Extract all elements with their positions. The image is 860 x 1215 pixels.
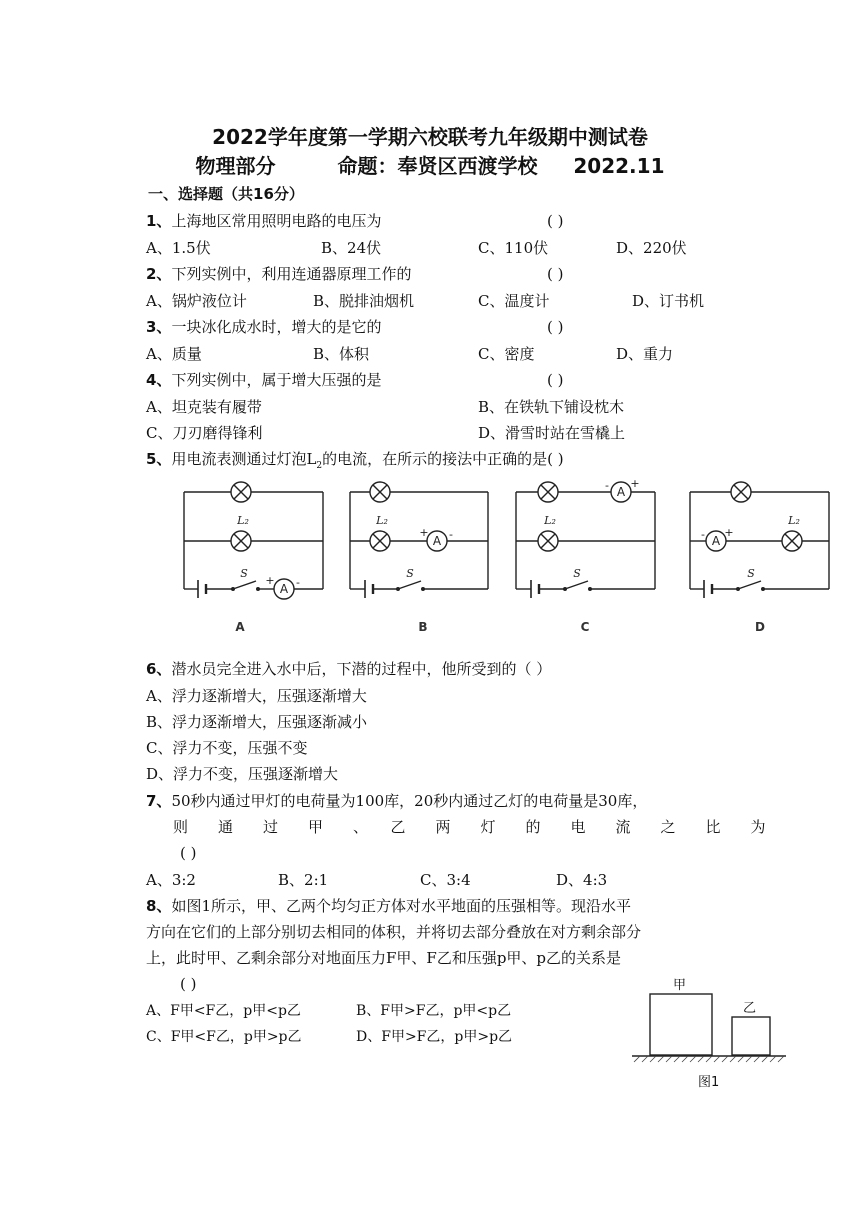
circuit-label: B <box>418 620 428 634</box>
section-title: 一、选择题（共16分） <box>148 185 304 203</box>
question-5: 5、用电流表测通过灯泡$L_2$的电流，在所示的接法中正确的是( ) <box>146 450 564 471</box>
switch-label: S <box>573 567 581 580</box>
question-8-line2: 方向在它们的上部分别切去相同的体积，并将切去部分叠放在对方剩余部分 <box>146 923 642 941</box>
option: C、密度 <box>478 345 535 363</box>
answer-blank: ( ) <box>180 844 197 862</box>
switch-label: S <box>747 567 755 580</box>
question-6: 6、潜水员完全进入水中后，下潜的过程中，他所受到的（ ） <box>146 660 552 678</box>
cube-jia <box>650 994 712 1055</box>
option: A、3:2 <box>146 871 196 889</box>
minus-sign: - <box>605 479 609 492</box>
circuit-c <box>516 492 655 589</box>
ammeter-label: A <box>616 485 626 499</box>
exam-subtitle <box>0 150 860 179</box>
cube-yi <box>732 1017 770 1055</box>
circuit-diagrams <box>0 476 860 646</box>
option: C、3:4 <box>420 871 471 889</box>
cube-yi-label: 乙 <box>743 1001 757 1016</box>
ammeter-label: A <box>711 534 721 548</box>
answer-blank: ( ) <box>547 371 564 389</box>
question-3: 3、一块冰化成水时，增大的是它的 <box>146 318 382 336</box>
answer-blank: ( ) <box>180 975 197 993</box>
lamp-label: L₂ <box>544 514 556 527</box>
figure-caption: 图1 <box>698 1075 720 1090</box>
circuit-label: A <box>235 620 245 634</box>
author-label: 命题：奉贤区西渡学校 <box>337 154 538 178</box>
exam-title: 2022学年度第一学期六校联考九年级期中测试卷 <box>212 125 648 149</box>
plus-sign: + <box>724 526 734 539</box>
option: A、1.5伏 <box>146 239 211 257</box>
option: D、重力 <box>616 345 674 363</box>
circuit-a <box>184 492 323 589</box>
minus-sign: - <box>449 528 453 541</box>
lamp-label: L₂ <box>376 514 388 527</box>
minus-sign: - <box>701 528 705 541</box>
question-8: 8、如图1所示，甲、乙两个均匀正方体对水平地面的压强相等。现沿水平 <box>146 897 631 915</box>
answer-blank: ( ) <box>547 265 564 283</box>
option: A、锅炉液位计 <box>146 292 247 310</box>
minus-sign: - <box>296 576 300 589</box>
option: D、浮力不变，压强逐渐增大 <box>146 765 339 783</box>
circuit-label: D <box>755 620 765 634</box>
option: C、F甲<F乙，p甲>p乙 <box>146 1029 302 1045</box>
option: D、F甲>F乙，p甲>p乙 <box>356 1029 513 1045</box>
question-2: 2、下列实例中，利用连通器原理工作的 <box>146 265 412 283</box>
option: A、坦克装有履带 <box>146 398 262 416</box>
question-4: 4、下列实例中，属于增大压强的是 <box>146 371 382 389</box>
plus-sign: + <box>419 526 429 539</box>
cube-jia-label: 甲 <box>673 978 687 993</box>
plus-sign: + <box>265 574 275 587</box>
option: B、24伏 <box>321 239 382 257</box>
option: D、220伏 <box>616 239 687 257</box>
option: B、体积 <box>313 345 370 363</box>
switch-label: S <box>406 567 414 580</box>
option: C、浮力不变，压强不变 <box>146 739 308 757</box>
question-7: 7、50秒内通过甲灯的电荷量为100库，20秒内通过乙灯的电荷量是30库， <box>146 792 648 810</box>
ammeter-label: A <box>432 534 442 548</box>
option: D、滑雪时站在雪橇上 <box>478 424 626 442</box>
option: D、4:3 <box>556 871 608 889</box>
lamp-label: L₂ <box>237 514 249 527</box>
option: B、2:1 <box>278 871 329 889</box>
option: C、温度计 <box>478 292 550 310</box>
subject-label: 物理部分 <box>195 154 276 178</box>
answer-blank: ( ) <box>547 318 564 336</box>
lamp-label: L₂ <box>788 514 800 527</box>
question-8-line3: 上，此时甲、乙剩余部分对地面压力F甲、F乙和压强p甲、p乙的关系是 <box>146 949 622 967</box>
ammeter-icons <box>274 482 726 599</box>
option: B、浮力逐渐增大，压强逐渐减小 <box>146 713 368 731</box>
answer-blank: ( ) <box>547 212 564 230</box>
option: C、刀刃磨得锋利 <box>146 424 263 442</box>
date-label: 2022.11 <box>573 154 665 178</box>
option: A、质量 <box>146 345 202 363</box>
figure-1 <box>628 970 798 1070</box>
option: B、脱排油烟机 <box>313 292 415 310</box>
option: B、在铁轨下铺设枕木 <box>478 398 625 416</box>
option: C、110伏 <box>478 239 549 257</box>
switch-label: S <box>240 567 248 580</box>
ground-hatch <box>634 1056 784 1062</box>
plus-sign: + <box>630 477 640 490</box>
question-7-line2: 则 通 过 甲 、 乙 两 灯 的 电 流 之 比 为 <box>173 818 766 836</box>
question-1: 1、上海地区常用照明电路的电压为 <box>146 212 382 230</box>
option: A、F甲<F乙，p甲<p乙 <box>146 1003 301 1019</box>
option: B、F甲>F乙，p甲<p乙 <box>356 1003 512 1019</box>
circuit-label: C <box>580 620 590 634</box>
ammeter-label: A <box>279 582 289 596</box>
option: A、浮力逐渐增大，压强逐渐增大 <box>146 687 367 705</box>
option: D、订书机 <box>632 292 705 310</box>
